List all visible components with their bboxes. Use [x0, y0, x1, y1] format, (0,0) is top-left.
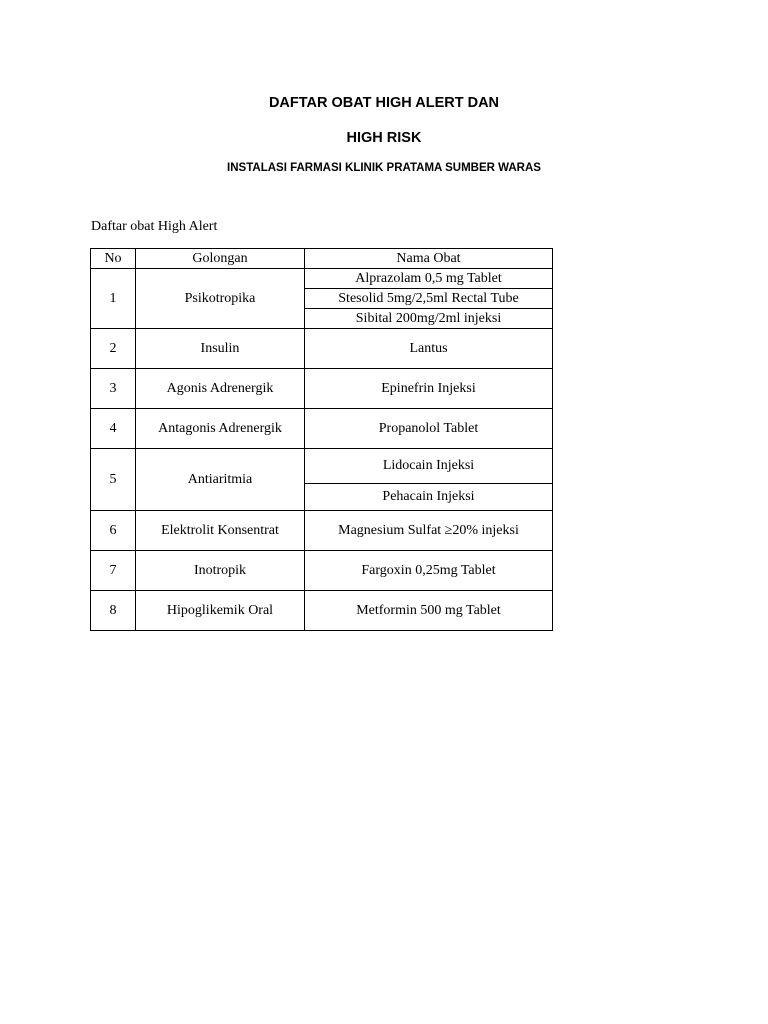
cell-nama-obat: Lidocain Injeksi: [305, 449, 553, 484]
cell-golongan: Agonis Adrenergik: [136, 369, 305, 409]
cell-no: 5: [91, 449, 136, 511]
table-row: [91, 329, 553, 369]
table-header-row: [91, 249, 553, 269]
cell-nama-obat: Pehacain Injeksi: [305, 484, 553, 511]
cell-nama-obat: Metformin 500 mg Tablet: [305, 591, 553, 631]
cell-no: 3: [91, 369, 136, 409]
cell-no: 4: [91, 409, 136, 449]
table-row: [91, 369, 553, 409]
cell-nama-obat: Magnesium Sulfat ≥20% injeksi: [305, 511, 553, 551]
cell-golongan: Antagonis Adrenergik: [136, 409, 305, 449]
cell-nama-obat: Epinefrin Injeksi: [305, 369, 553, 409]
document-subtitle: INSTALASI FARMASI KLINIK PRATAMA SUMBER WARAS: [227, 162, 541, 174]
column-header-golongan: Golongan: [136, 249, 305, 269]
cell-no: 2: [91, 329, 136, 369]
cell-golongan: Antiaritmia: [136, 449, 305, 511]
cell-nama-obat: Propanolol Tablet: [305, 409, 553, 449]
cell-nama-obat: Alprazolam 0,5 mg Tablet: [305, 269, 553, 289]
cell-no: 8: [91, 591, 136, 631]
cell-golongan: Psikotropika: [136, 269, 305, 329]
cell-no: 1: [91, 269, 136, 329]
table-row: [91, 511, 553, 551]
cell-nama-obat: Sibital 200mg/2ml injeksi: [305, 309, 553, 329]
cell-no: 7: [91, 551, 136, 591]
high-alert-drug-table: [90, 248, 553, 631]
column-header-nama-obat: Nama Obat: [305, 249, 553, 269]
cell-nama-obat: Stesolid 5mg/2,5ml Rectal Tube: [305, 289, 553, 309]
cell-nama-obat: Lantus: [305, 329, 553, 369]
table-row: [91, 409, 553, 449]
cell-nama-obat: Fargoxin 0,25mg Tablet: [305, 551, 553, 591]
table-row: [91, 551, 553, 591]
cell-golongan: Insulin: [136, 329, 305, 369]
column-header-no: No: [91, 249, 136, 269]
cell-golongan: Elektrolit Konsentrat: [136, 511, 305, 551]
section-label: Daftar obat High Alert: [91, 219, 218, 234]
cell-golongan: Inotropik: [136, 551, 305, 591]
document-title-line2: HIGH RISK: [346, 130, 422, 146]
table-row: [91, 591, 553, 631]
table-row: [91, 269, 553, 289]
cell-no: 6: [91, 511, 136, 551]
cell-golongan: Hipoglikemik Oral: [136, 591, 305, 631]
document-title: DAFTAR OBAT HIGH ALERT DAN: [268, 95, 500, 111]
table-row: [91, 449, 553, 484]
